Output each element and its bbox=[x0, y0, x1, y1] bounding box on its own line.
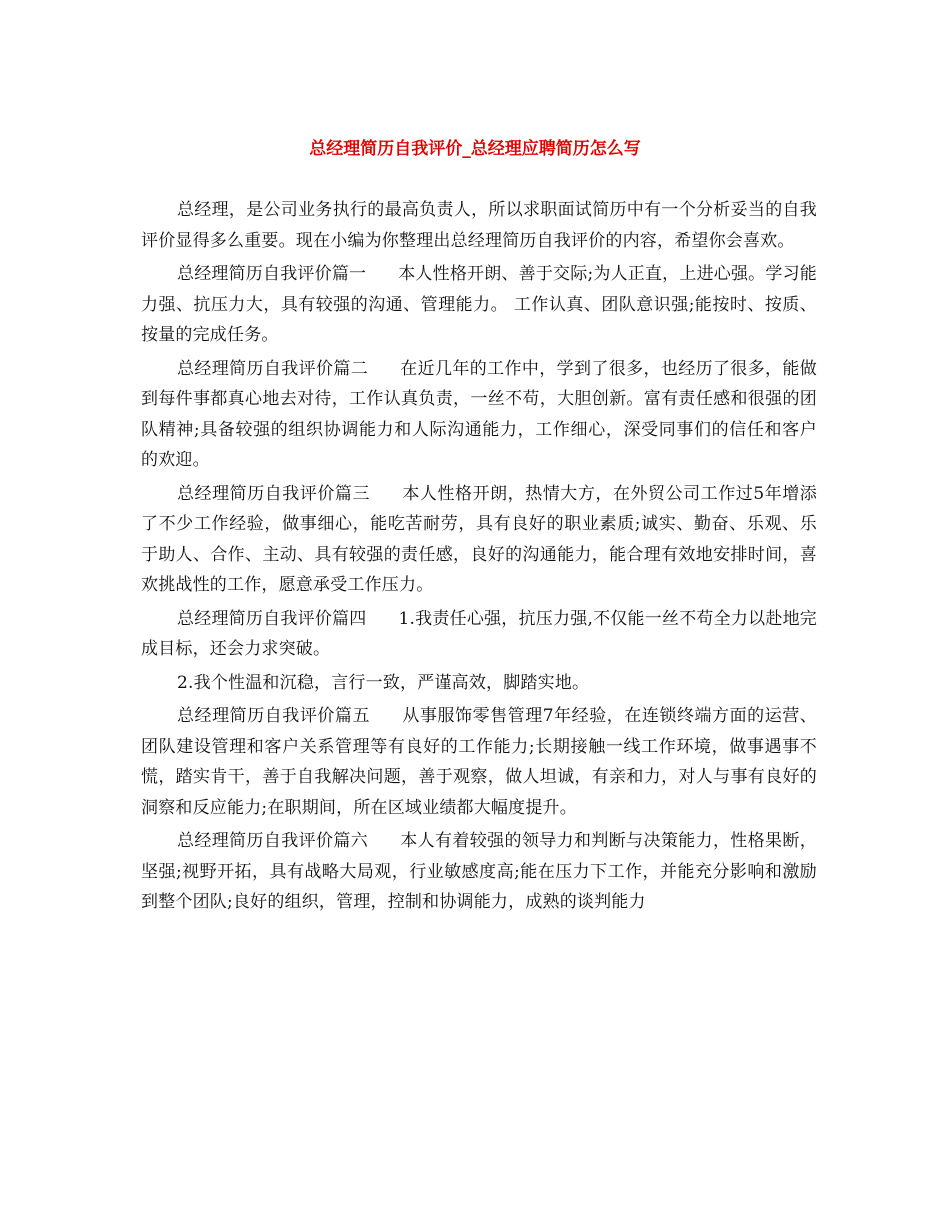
paragraph-heading: 总经理简历自我评价篇六 bbox=[177, 831, 369, 851]
evaluation-paragraph-1 bbox=[141, 259, 817, 351]
intro-paragraph bbox=[141, 195, 817, 256]
paragraph-text: 本人性格开朗、善于交际;为人正直，上进心强。学习能力强、抗压力大，具有较强的沟通、管理能力。 工作认真、团队意识强;能按时、按质、按量的完成任务。 bbox=[141, 264, 817, 345]
paragraph-text: 2.我个性温和沉稳，言行一致，严谨高效，脚踏实地。 bbox=[177, 672, 590, 693]
document-title: 总经理简历自我评价_总经理应聘简历怎么写 bbox=[309, 139, 641, 159]
evaluation-paragraph-4-item-2 bbox=[141, 668, 817, 699]
evaluation-paragraph-2 bbox=[141, 354, 817, 476]
paragraph-heading: 总经理简历自我评价篇一 bbox=[177, 264, 367, 284]
evaluation-paragraph-3 bbox=[141, 479, 817, 601]
evaluation-paragraph-6 bbox=[141, 826, 817, 918]
paragraph-text: 在近几年的工作中，学到了很多，也经历了很多，能做到每件事都真心地去对待，工作认真负责，一丝不苟，大胆创新。富有责任感和很强的团队精神;具备较强的组织协调能力和人际沟通能力，工作细心，深受同事们的信任和客户的欢迎。 bbox=[141, 358, 817, 470]
paragraph-text: 从事服饰零售管理7年经验，在连锁终端方面的运营、团队建设管理和客户关系管理等有良好的工作能力;长期接触一线工作环境，做事遇事不慌，踏实肯干，善于自我解决问题，善于观察，做人坦诚，有亲和力，对人与事有良好的洞察和反应能力;在职期间，所在区域业绩都大幅度提升。 bbox=[141, 706, 817, 818]
paragraph-text: 总经理，是公司业务执行的最高负责人，所以求职面试简历中有一个分析妥当的自我评价显得多么重要。现在小编为你整理出总经理简历自我评价的内容，希望你会喜欢。 bbox=[141, 200, 817, 251]
paragraph-heading: 总经理简历自我评价篇五 bbox=[177, 706, 371, 726]
paragraph-heading: 总经理简历自我评价篇三 bbox=[177, 483, 371, 504]
paragraph-text: 本人有着较强的领导力和判断与决策能力，性格果断，坚强;视野开拓，具有战略大局观，行业敏感度高;能在压力下工作，并能充分影响和激励到整个团队;良好的组织，管理，控制和协调能力，成熟的谈判能力 bbox=[141, 831, 817, 912]
paragraph-text: 1.我责任心强，抗压力强,不仅能一丝不苟全力以赴地完成目标，还会力求突破。 bbox=[141, 608, 818, 659]
evaluation-paragraph-5 bbox=[141, 701, 817, 823]
paragraph-text: 本人性格开朗，热情大方，在外贸公司工作过5年增添了不少工作经验，做事细心，能吃苦耐劳，具有良好的职业素质;诚实、勤奋、乐观、乐于助人、合作、主动、具有较强的责任感，良好的沟通能力，能合理有效地安排时间，喜欢挑战性的工作，愿意承受工作压力。 bbox=[141, 483, 817, 595]
paragraph-heading: 总经理简历自我评价篇二 bbox=[177, 358, 369, 379]
evaluation-paragraph-4 bbox=[141, 604, 817, 665]
document-body bbox=[141, 195, 817, 921]
paragraph-heading: 总经理简历自我评价篇四 bbox=[177, 608, 367, 629]
